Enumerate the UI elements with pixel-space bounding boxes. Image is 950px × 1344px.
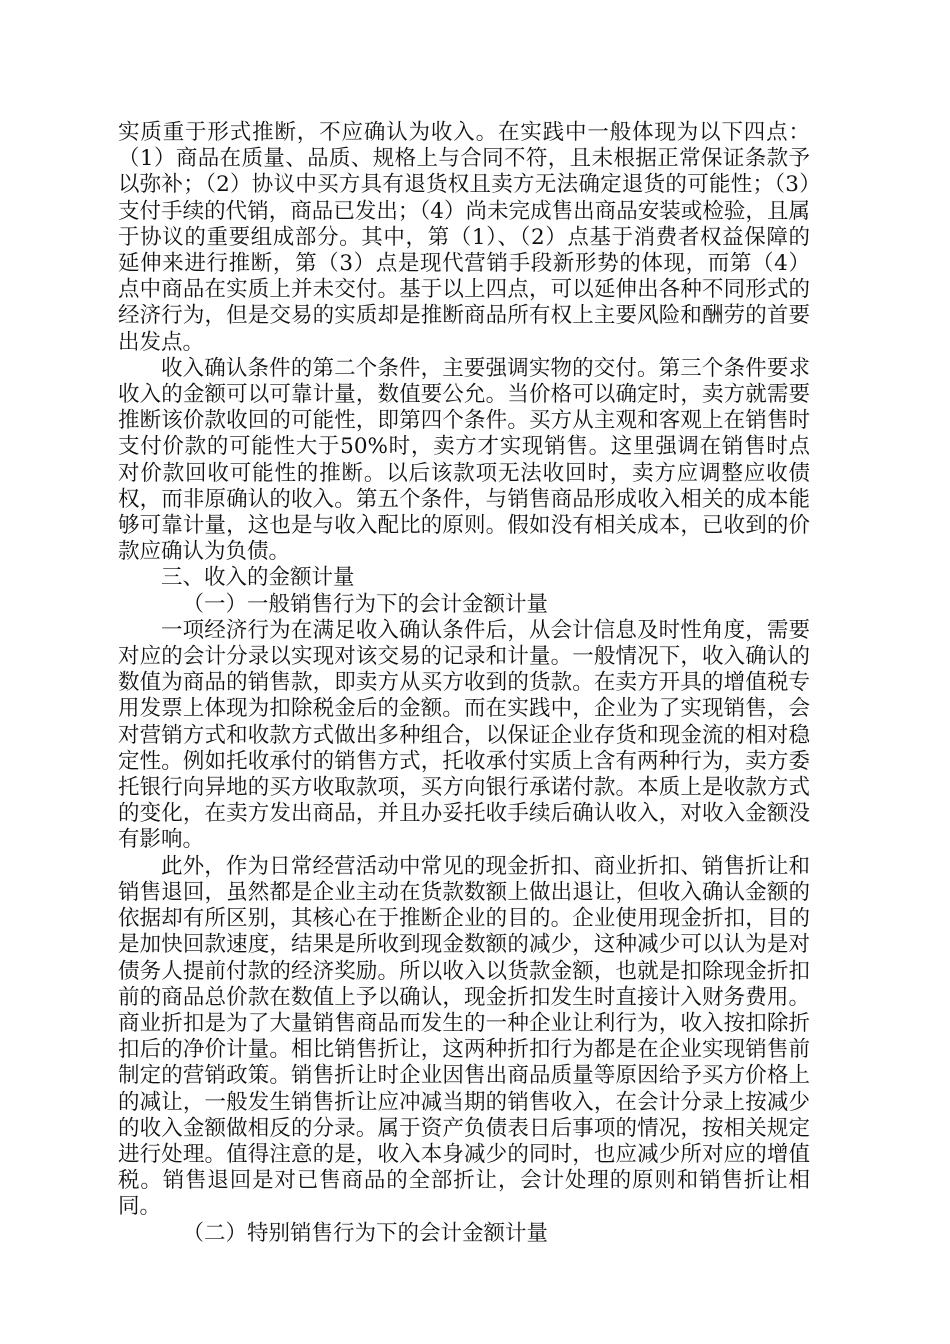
paragraph-discounts-and-returns: 此外，作为日常经营活动中常见的现金折扣、商业折扣、销售折让和销售退回，虽然都是企业主动在货款数额上做出退让，但收入确认金额的依据却有所区别，其核心在于推断企业的目的。企业使用现金折扣，目的是加快回款速度，结果是所收到现金数额的减少，这种减少可以认为是对债务人提前付款的经济奖励。所以收入以货款金额，也就是扣除现金折扣前的商品总价款在数值上予以确认，现金折扣发生时直接计入财务费用。商业折扣是为了大量销售商品而发生的一种企业让利行为，收入按扣除折扣后的净价计量。相比销售折让，这两种折扣行为都是在企业实现销售前制定的营销政策。销售折让时企业因售出商品质量等原因给予买方价格上的减让，一般发生销售折让应冲减当期的销售收入，在会计分录上按减少的收入金额做相反的分录。属于资产负债表日后事项的情况，按相关规定进行处理。值得注意的是，收入本身减少的同时，也应减少所对应的增值税。销售退回是对已售商品的全部折让，会计处理的原则和销售折让相同。 <box>118 853 810 1220</box>
paragraph-substance-over-form: 实质重于形式推断，不应确认为收入。在实践中一般体现为以下四点：（1）商品在质量、品质、规格上与合同不符，且未根据正常保证条款予以弥补；（2）协议中买方具有退货权且卖方无法确定退货的可能性；（3）支付手续的代销，商品已发出；（4）尚未完成售出商品安装或检验，且属于协议的重要组成部分。其中，第（1）、（2）点基于消费者权益保障的延伸来进行推断，第（3）点是现代营销手段新形势的体现，而第（4）点中商品在实质上并未交付。基于以上四点，可以延伸出各种不同形式的经济行为，但是交易的实质却是推断商品所有权上主要风险和酬劳的首要出发点。 <box>118 120 810 355</box>
document-page <box>118 120 810 1247</box>
section-heading-revenue-measurement: 三、收入的金额计量 <box>161 565 355 591</box>
subsection-heading-general-sales: （一）一般销售行为下的会计金额计量 <box>182 591 549 617</box>
paragraph-recognition-conditions: 收入确认条件的第二个条件，主要强调实物的交付。第三个条件要求收入的金额可以可靠计量，数值要公允。当价格可以确定时，卖方就需要推断该价款收回的可能性，即第四个条件。买方从主观和客观上在销售时支付价款的可能性大于50%时，卖方才实现销售。这里强调在销售时点对价款回收可能性的推断。以后该款项无法收回时，卖方应调整应收债权，而非原确认的收入。第五个条件，与销售商品形成收入相关的成本能够可靠计量，这也是与收入配比的原则。假如没有相关成本，已收到的价款应确认为负债。 <box>118 355 810 565</box>
subsection-heading-special-sales: （二）特别销售行为下的会计金额计量 <box>182 1220 549 1246</box>
paragraph-general-sales-measurement: 一项经济行为在满足收入确认条件后，从会计信息及时性角度，需要对应的会计分录以实现对该交易的记录和计量。一般情况下，收入确认的数值为商品的销售款，即卖方从买方收到的货款。在卖方开具的增值税专用发票上体现为扣除税金后的金额。而在实践中，企业为了实现销售，会对营销方式和收款方式做出多种组合，以保证企业存货和现金流的相对稳定性。例如托收承付的销售方式，托收承付实质上含有两种行为，卖方委托银行向异地的买方收取款项，买方向银行承诺付款。本质上是收款方式的变化，在卖方发出商品，并且办妥托收手续后确认收入，对收入金额没有影响。 <box>118 617 810 853</box>
